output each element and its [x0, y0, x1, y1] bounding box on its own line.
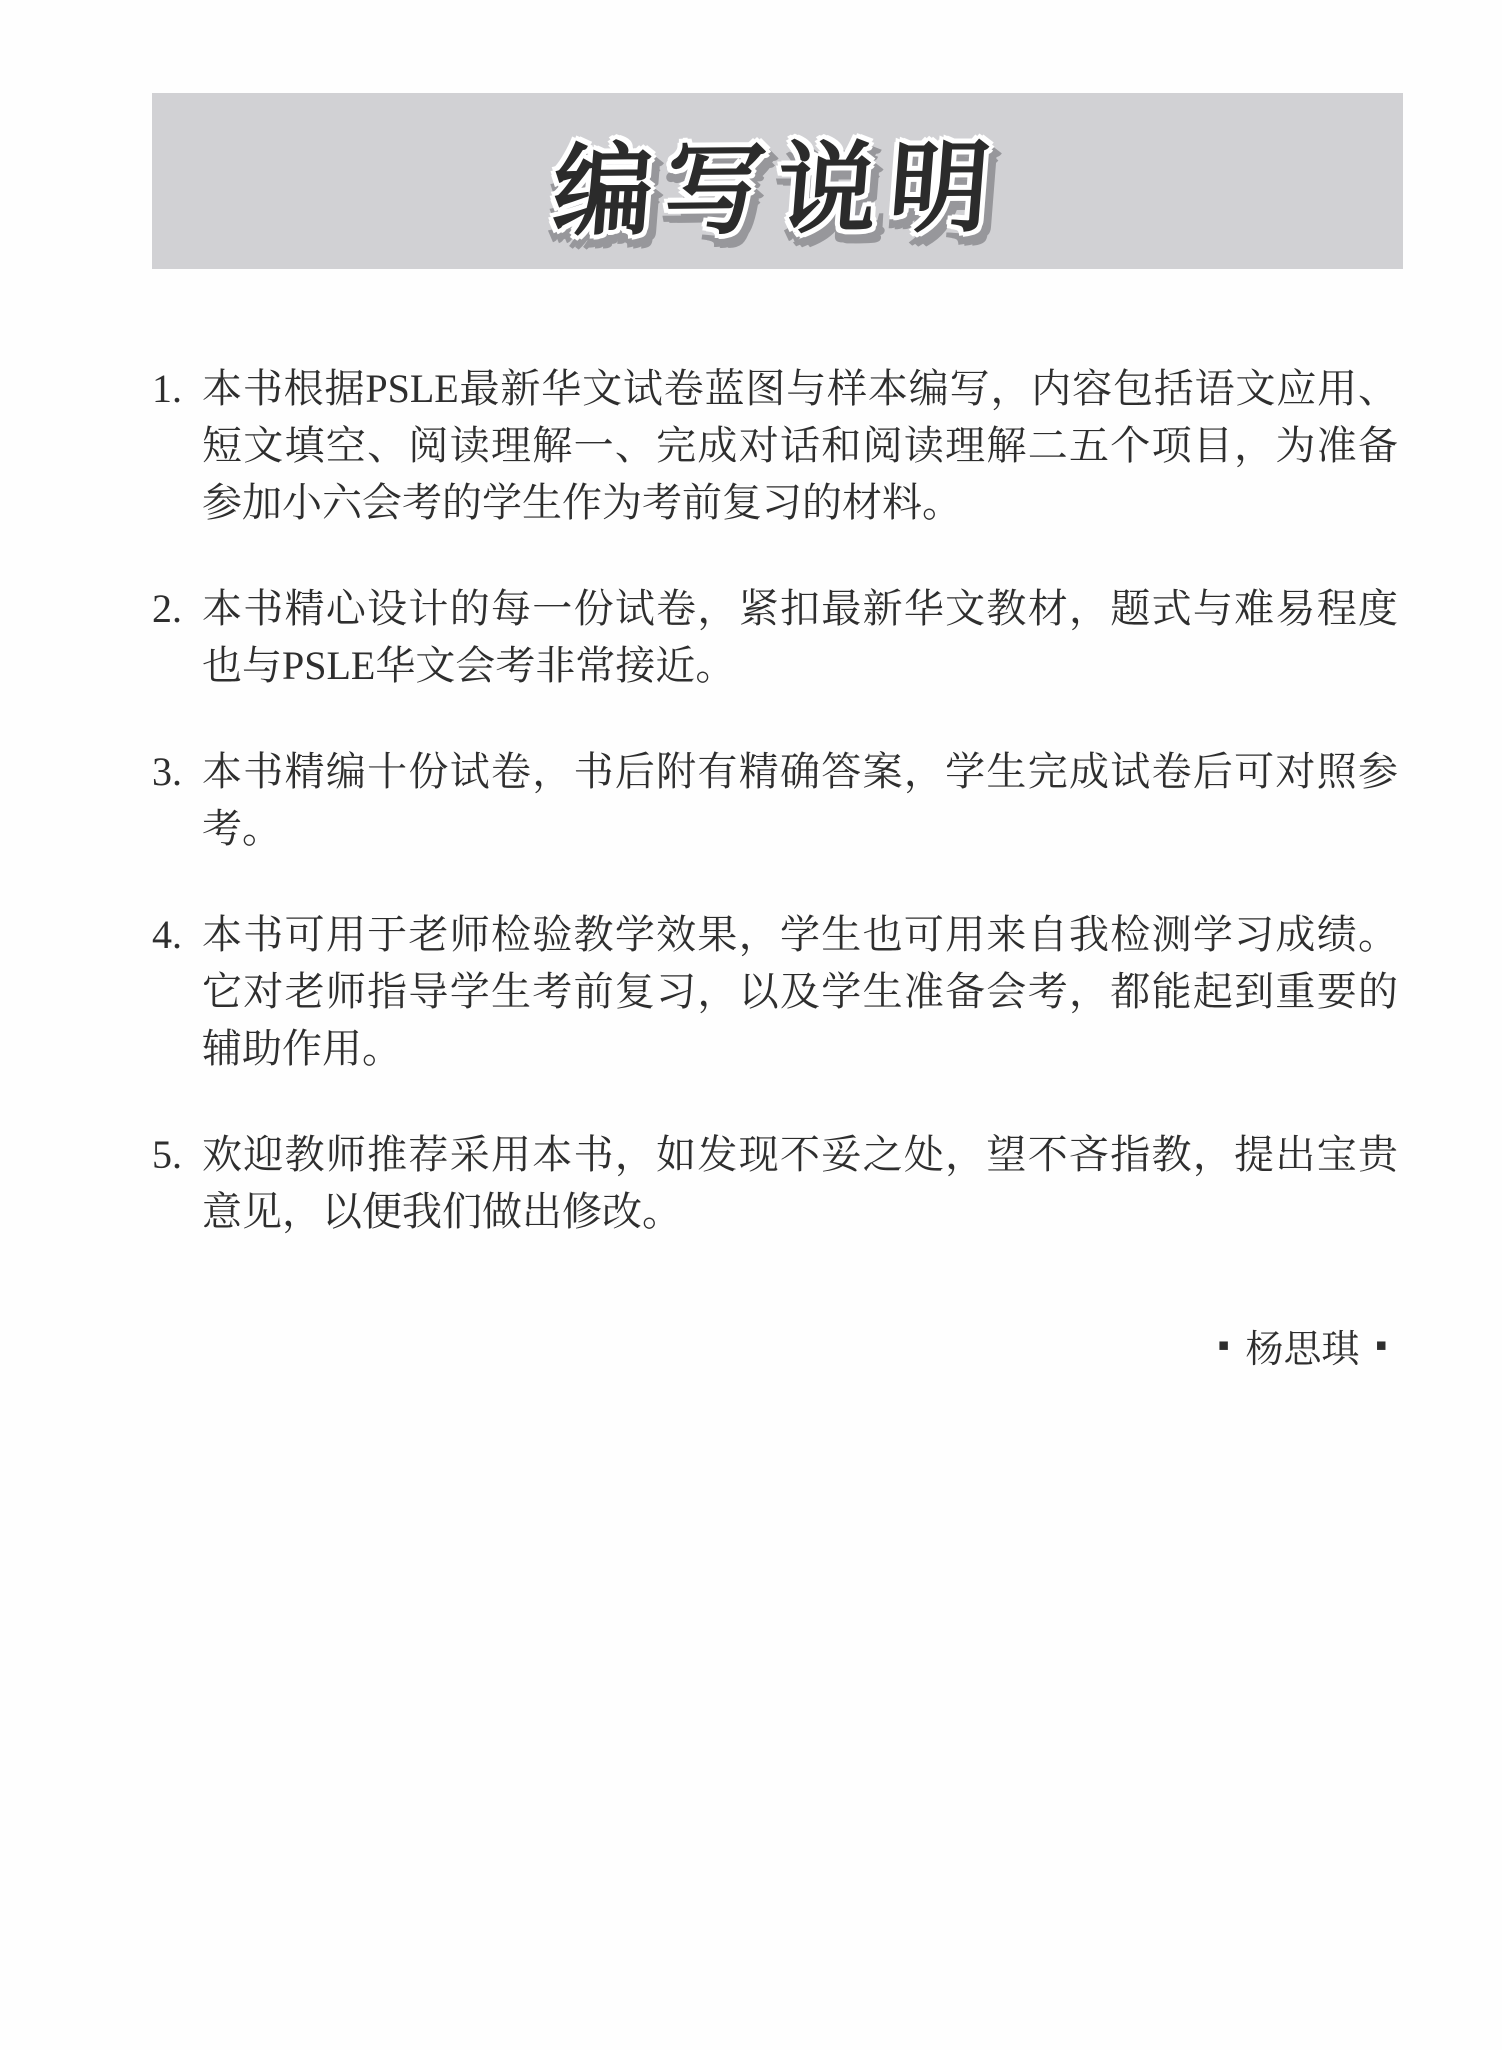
item-text: 欢迎教师推荐采用本书，如发现不妥之处，望不吝指教，提出宝贵意见，以便我们做出修改。: [202, 1132, 1398, 1234]
item-text: 本书精编十份试卷，书后附有精确答案，学生完成试卷后可对照参考。: [202, 749, 1398, 851]
item-text: 本书精心设计的每一份试卷，紧扣最新华文教材，题式与难易程度也与PSLE华文会考非常接近。: [202, 586, 1398, 688]
page-title: 编写说明: [548, 129, 1006, 250]
list-item: [152, 580, 1398, 694]
item-number: 1.: [152, 366, 182, 411]
item-number: 5.: [152, 1132, 182, 1177]
list-item: [152, 360, 1398, 531]
notes-list: [152, 360, 1398, 1289]
list-item: [152, 743, 1398, 857]
item-text: 本书根据PSLE最新华文试卷蓝图与样本编写，内容包括语文应用、短文填空、阅读理解一、完成对话和阅读理解二五个项目，为准备参加小六会考的学生作为考前复习的材料。: [202, 366, 1398, 525]
item-number: 2.: [152, 586, 182, 631]
signature-right-dot: ▪: [1375, 1335, 1387, 1355]
author-name: 杨思琪: [1245, 1329, 1360, 1371]
item-number: 4.: [152, 912, 182, 957]
author-signature: [1218, 1318, 1387, 1373]
list-item: [152, 906, 1398, 1077]
signature-left-dot: ▪: [1217, 1335, 1230, 1355]
item-text: 本书可用于老师检验教学效果，学生也可用来自我检测学习成绩。它对老师指导学生考前复习，以及学生准备会考，都能起到重要的辅助作用。: [202, 912, 1398, 1071]
list-item: [152, 1126, 1398, 1240]
item-number: 3.: [152, 749, 182, 794]
title-banner: [152, 93, 1403, 269]
